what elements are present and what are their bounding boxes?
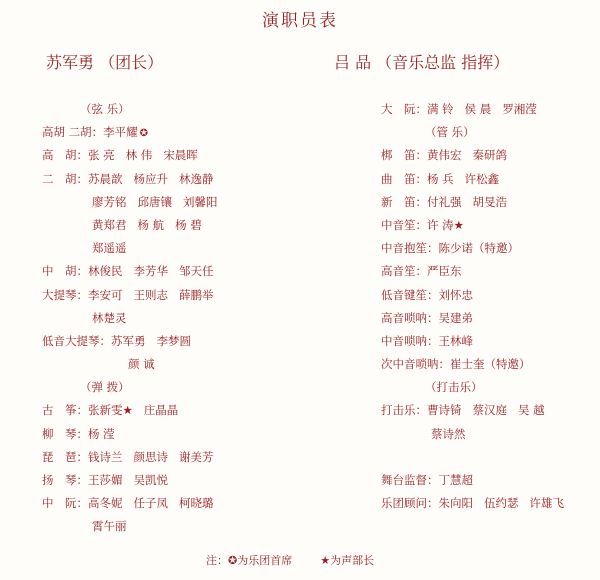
section-header: （弦 乐） <box>80 102 130 116</box>
member-name: 陈少诺（特邀） <box>438 241 519 256</box>
member-names <box>92 195 218 209</box>
instrument-label: 高音唢呐： <box>381 310 439 325</box>
member-names <box>88 450 214 464</box>
instrument-label: 打击乐： <box>381 403 427 418</box>
member-name: 庄晶晶 <box>143 403 179 418</box>
instrument-label: 高胡 二胡： <box>42 125 104 140</box>
roster-row <box>42 446 322 469</box>
leader-right: 吕 品 （音乐总监 指挥） <box>334 53 510 72</box>
member-name: 李平耀 <box>103 125 138 140</box>
member-name: 林逸静 <box>179 171 214 186</box>
member-names <box>92 311 127 325</box>
member-name: 苏晨歆 <box>88 171 123 186</box>
roster-row <box>42 121 322 144</box>
instrument-label: 中音笙： <box>381 217 427 232</box>
member-name: 张新雯★ <box>88 403 133 418</box>
member-names <box>427 218 464 232</box>
member-names <box>439 473 474 487</box>
member-names <box>88 496 214 510</box>
roster-row <box>42 492 322 515</box>
member-name: 黄郑君 <box>92 217 127 232</box>
section-header: （弹 拨） <box>80 380 130 395</box>
instrument-label: 琵 琶： <box>42 449 88 464</box>
roster-row-continued <box>381 423 596 446</box>
member-names <box>439 241 520 255</box>
member-name: 邱唐镶 <box>137 194 172 209</box>
member-name: 林俊民 <box>88 264 123 279</box>
member-names <box>88 288 214 302</box>
member-name: 王莎媚 <box>88 473 123 487</box>
member-name: 侯 晨 <box>464 102 492 116</box>
member-names <box>92 519 127 533</box>
member-names <box>427 403 545 417</box>
member-name: 钱诗兰 <box>88 449 123 464</box>
roster-row <box>381 330 596 353</box>
roster-row <box>42 330 322 353</box>
member-name: 邹天任 <box>179 264 214 279</box>
member-names <box>431 427 466 441</box>
roster-row <box>42 144 322 167</box>
instrument-label: 梆 笛： <box>381 148 427 163</box>
member-name: 任子凤 <box>133 496 168 511</box>
member-name: 李梦圆 <box>156 333 191 348</box>
member-name: 王林峰 <box>438 333 473 348</box>
member-names <box>439 311 474 325</box>
roster-row <box>381 284 596 307</box>
member-names <box>88 403 178 417</box>
instrument-label: 大 阮： <box>381 102 427 116</box>
instrument-label: 舞台监督： <box>381 473 439 487</box>
roster-row <box>42 168 322 191</box>
member-name: 严臣东 <box>427 264 462 279</box>
member-name: 付礼强 <box>427 194 462 209</box>
instrument-label: 中 胡： <box>42 264 88 279</box>
roster-row <box>381 191 596 214</box>
member-name: 丁慧超 <box>438 473 473 487</box>
instrument-label: 中音抱笙： <box>381 241 439 256</box>
roster-row <box>381 492 596 515</box>
leader-left: 苏军勇 （团长） <box>46 53 164 72</box>
member-name: 张 亮 <box>88 148 115 163</box>
member-name: 满 铃 <box>427 102 454 116</box>
member-name: 许雄飞 <box>529 496 564 511</box>
instrument-label: 低音大提琴： <box>42 333 111 348</box>
instrument-label: 柳 琴： <box>42 426 88 441</box>
member-name: 杨 兵 <box>427 171 454 186</box>
member-name: 王则志 <box>133 287 168 302</box>
member-names <box>450 357 531 371</box>
roster-row <box>42 284 322 307</box>
roster-row-continued <box>42 237 322 260</box>
member-names <box>111 334 191 348</box>
instrument-label: 低音键笙： <box>381 287 439 302</box>
roster-row <box>42 399 322 422</box>
member-name: 杨 碧 <box>175 217 202 232</box>
member-name: 颜 诚 <box>128 357 155 372</box>
roster-row <box>381 307 596 330</box>
instrument-label: 二 胡： <box>42 171 88 186</box>
roster-row <box>381 260 596 283</box>
instrument-label: 新 笛： <box>381 194 427 209</box>
instrument-label: 乐团顾问： <box>381 496 439 511</box>
member-name: 苏军勇 <box>111 333 146 348</box>
member-name: 蔡汉庭 <box>472 403 507 418</box>
member-name: 郑遥遥 <box>92 241 127 256</box>
member-name: 许 涛★ <box>427 217 464 232</box>
instrument-label: 中音唢呐： <box>381 333 439 348</box>
roster-row <box>381 469 596 492</box>
member-names <box>427 102 537 116</box>
member-name: 林 伟 <box>125 148 153 163</box>
member-name: 黄伟宏 <box>427 148 462 163</box>
member-name: 蔡诗然 <box>431 426 466 441</box>
member-names <box>439 496 565 510</box>
member-name: 胡旻浩 <box>472 194 507 209</box>
member-name: 刘馨阳 <box>183 194 218 209</box>
left-column <box>42 98 322 539</box>
roster-row-continued <box>42 353 322 376</box>
member-names <box>427 264 462 278</box>
member-name: 许松鑫 <box>464 171 500 186</box>
roster-row <box>42 260 322 283</box>
section-header: （打击乐） <box>425 380 483 395</box>
member-names <box>427 172 499 186</box>
member-name: 谢美芳 <box>179 449 214 464</box>
instrument-label: 高音笙： <box>381 264 427 279</box>
member-name: 李芳华 <box>133 264 168 279</box>
member-name: 刘怀忠 <box>438 287 473 302</box>
member-names <box>439 288 474 302</box>
instrument-label: 曲 笛： <box>381 171 427 186</box>
member-name: 吴建弟 <box>438 310 473 325</box>
roster-row <box>381 353 596 376</box>
roster-row <box>42 469 322 492</box>
member-name: 杨应升 <box>133 171 168 186</box>
right-column <box>381 98 596 515</box>
member-name: 曹诗锜 <box>427 403 462 418</box>
member-names <box>128 357 155 371</box>
roster-row <box>381 144 596 167</box>
section-header: （管 乐） <box>425 125 475 140</box>
member-name: 宋晨晖 <box>163 148 198 163</box>
member-names <box>88 172 214 186</box>
roster-row <box>42 423 322 446</box>
spacer <box>381 446 596 469</box>
member-name: 薛鹏举 <box>179 287 214 302</box>
member-names <box>88 264 214 278</box>
member-name: 秦研鸽 <box>472 148 507 163</box>
instrument-label: 高 胡： <box>42 148 88 163</box>
instrument-label: 次中音唢呐： <box>381 357 450 372</box>
member-name: 吴凯悦 <box>133 473 168 487</box>
member-name: 朱向阳 <box>438 496 473 511</box>
member-name: 吴 越 <box>518 403 545 418</box>
member-name: 颜思诗 <box>133 449 168 464</box>
member-name: 罗湘滢 <box>502 102 537 116</box>
roster-row <box>381 214 596 237</box>
concertmaster-mark-icon: ✪ <box>139 128 149 140</box>
member-names <box>103 125 138 139</box>
instrument-label: 古 筝： <box>42 403 88 418</box>
member-name: 杨 航 <box>137 217 165 232</box>
roster-row-continued <box>42 191 322 214</box>
instrument-label: 中 阮： <box>42 496 88 511</box>
footnote-concertmaster: 注：✪为乐团首席 <box>206 554 293 567</box>
member-names <box>88 427 115 441</box>
member-name: 崔士奎（特邀） <box>450 357 531 372</box>
roster-row-continued <box>42 515 322 538</box>
member-names <box>427 195 507 209</box>
member-name: 李安可 <box>88 287 123 302</box>
roster-row <box>381 237 596 260</box>
instrument-label: 扬 琴： <box>42 473 88 487</box>
member-name: 伍约瑟 <box>484 496 519 511</box>
roster-row-continued <box>42 307 322 330</box>
member-name: 柯晓璐 <box>179 496 214 511</box>
member-name: 廖芳铭 <box>92 194 127 209</box>
footnote <box>206 552 374 568</box>
roster-row <box>381 98 596 121</box>
roster-row <box>381 399 596 422</box>
member-names <box>88 148 198 162</box>
page-title: 演职员表 <box>262 11 338 31</box>
member-name: 霄午丽 <box>92 519 127 534</box>
member-names <box>92 218 202 232</box>
footnote-principal: ★为声部长 <box>320 554 375 567</box>
member-names <box>427 148 507 162</box>
member-names <box>88 473 168 487</box>
member-name: 高冬妮 <box>88 496 123 511</box>
member-names <box>439 334 474 348</box>
member-name: 林楚灵 <box>92 310 127 325</box>
roster-row <box>381 168 596 191</box>
member-names <box>92 241 127 255</box>
member-name: 杨 滢 <box>88 426 115 441</box>
instrument-label: 大提琴： <box>42 287 88 302</box>
roster-row-continued <box>42 214 322 237</box>
